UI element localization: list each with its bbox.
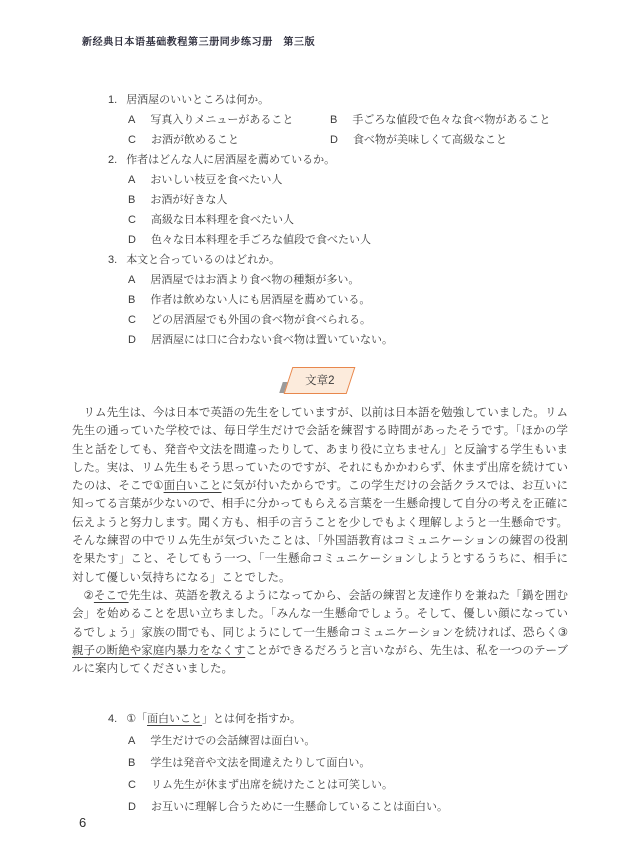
book-title-header: 新经典日本语基础教程第三册同步练习册 第三版 <box>82 37 316 48</box>
section-badge <box>288 367 351 394</box>
page-content <box>0 90 640 818</box>
option-c <box>128 130 330 150</box>
underlined-text: 面白いこと <box>163 480 222 493</box>
option-text: 作者は飲めない人にも居酒屋を薦めている。 <box>150 294 371 306</box>
option-label: C <box>128 214 136 226</box>
question-text: 本文と合っているのはどれか。 <box>126 254 281 266</box>
question-1 <box>108 90 584 150</box>
text-segment: 先生は、英語を教えるようになってから、会話の練習と友達作りを兼ねた「鍋を囲む会」を始めることを思い立ちました。「みんな一生懸命でしょう。そして、優しい顔になっているでしょう」家族の間でも、同じようにして一生懸命コミュニケーションを続ければ、恐らく③ <box>72 589 569 639</box>
option-label: D <box>128 234 136 246</box>
option-label: D <box>330 134 338 146</box>
option-text: 食べ物が美味しくて高級なこと <box>352 134 507 146</box>
passage-paragraph-2 <box>72 587 568 678</box>
option-a <box>128 270 584 290</box>
question-text: 居酒屋のいいところは何か。 <box>126 94 270 106</box>
underlined-text: 親子の断絶や家庭内暴力をなくす <box>72 644 246 657</box>
reading-passage <box>72 404 568 678</box>
option-c <box>128 774 584 796</box>
option-b <box>128 290 584 310</box>
option-text: どの居酒屋でも外国の食べ物が食べられる。 <box>150 314 371 326</box>
options-list <box>128 170 584 250</box>
option-text: お酒が飲めること <box>150 134 239 146</box>
options-list <box>128 110 584 150</box>
passage-paragraph-1 <box>72 404 568 587</box>
text-segment: 」とは何を指すか。 <box>202 713 302 726</box>
option-text: お互いに理解し合うために一生懸命していることは面白い。 <box>150 801 448 814</box>
option-label: D <box>128 801 136 814</box>
question-number: 2. <box>108 154 118 166</box>
badge-shape <box>284 367 356 394</box>
option-b <box>128 190 584 210</box>
option-b <box>330 110 584 130</box>
option-label: B <box>128 757 136 770</box>
option-text: リム先生が休まず出席を続けたことは可笑しい。 <box>150 779 393 792</box>
option-text: 学生だけでの会話練習は面白い。 <box>150 735 316 748</box>
option-label: C <box>128 314 136 326</box>
option-label: A <box>128 274 136 286</box>
option-b <box>128 752 584 774</box>
option-text: 写真入りメニューがあること <box>150 114 294 126</box>
option-d <box>330 130 584 150</box>
text-segment: ①「 <box>126 713 148 726</box>
question-stem <box>108 90 584 110</box>
text-segment: に気が付いたからです。この学生だけの会話クラスでは、お互いに知ってる言葉が少ないので、相手に分かってもらえる言葉を一生懸命捜して自分の考えを正確に伝えようと努力します。聞く方も、相手の言うことを少しでもよく理解しようと一生懸命です。そんな練習の中でリム先生が気づいたことは、「外国語教育はコミュニケーションの練習の役割を果たす」こと、そしてもう一つ、「一生懸命コミュニケーションしようとするうちに、相手に対して優しい気持ちになる」ことでした。 <box>72 480 568 584</box>
option-text: 居酒屋ではお酒より食べ物の種類が多い。 <box>150 274 360 286</box>
option-d <box>128 230 584 250</box>
text-segment: ② <box>83 589 94 602</box>
question-stem <box>108 150 584 170</box>
options-list <box>128 730 584 818</box>
question-text: 作者はどんな人に居酒屋を薦めているか。 <box>126 154 336 166</box>
underlined-text: 面白いこと <box>147 713 203 726</box>
question-number: 4. <box>108 713 118 726</box>
section-badge-row <box>0 367 640 391</box>
text-segment: リム先生は、今は日本で英語の先生をしていますが、以前は日本語を勉強していました。リム先生の通っていた学校では、毎日学生だけで会話を練習する時間があったそうです。「ほかの学生と話をしても、発音や文法を間違ったりして、あまり役に立ちません」と反論する学生もいました。実は、リム先生もそう思っていたのですが、それにもかかわらず、休まず出席を続けていたのは、そこで① <box>72 407 568 493</box>
option-text: 居酒屋には口に合わない食べ物は置いていない。 <box>150 334 393 346</box>
option-text: 学生は発音や文法を間違えたりして面白い。 <box>150 757 371 770</box>
questions-part1 <box>108 90 584 350</box>
option-label: A <box>128 114 136 126</box>
option-d <box>128 796 584 818</box>
question-4 <box>108 708 584 818</box>
question-stem <box>108 708 584 730</box>
option-d <box>128 330 584 350</box>
option-text: おいしい枝豆を食べたい人 <box>150 174 283 186</box>
underlined-text: そこで <box>93 589 129 602</box>
option-label: B <box>128 194 136 206</box>
option-label: C <box>128 134 136 146</box>
text-segment: ことができるだろうと言いながら、先生は、私を一つのテーブルに案内してくださいました。 <box>72 644 569 676</box>
option-text: 色々な日本料理を手ごろな値段で食べたい人 <box>150 234 371 246</box>
option-label: D <box>128 334 136 346</box>
option-c <box>128 310 584 330</box>
badge-label: 文章2 <box>305 375 335 387</box>
option-label: A <box>128 174 136 186</box>
question-number: 3. <box>108 254 118 266</box>
question-text <box>126 708 301 730</box>
option-c <box>128 210 584 230</box>
page-number: 6 <box>79 815 87 830</box>
option-a <box>128 170 584 190</box>
option-label: B <box>330 114 338 126</box>
option-label: B <box>128 294 136 306</box>
option-label: A <box>128 735 136 748</box>
option-label: C <box>128 779 136 792</box>
option-text: お酒が好きな人 <box>150 194 228 206</box>
option-text: 高級な日本料理を食べたい人 <box>150 214 294 226</box>
option-text: 手ごろな値段で色々な食べ物があること <box>352 114 551 126</box>
question-2 <box>108 150 584 250</box>
question-stem <box>108 250 584 270</box>
option-a <box>128 730 584 752</box>
options-list <box>128 270 584 350</box>
question-3 <box>108 250 584 350</box>
question-number: 1. <box>108 94 118 106</box>
question-4-block <box>108 708 584 818</box>
option-a <box>128 110 330 130</box>
